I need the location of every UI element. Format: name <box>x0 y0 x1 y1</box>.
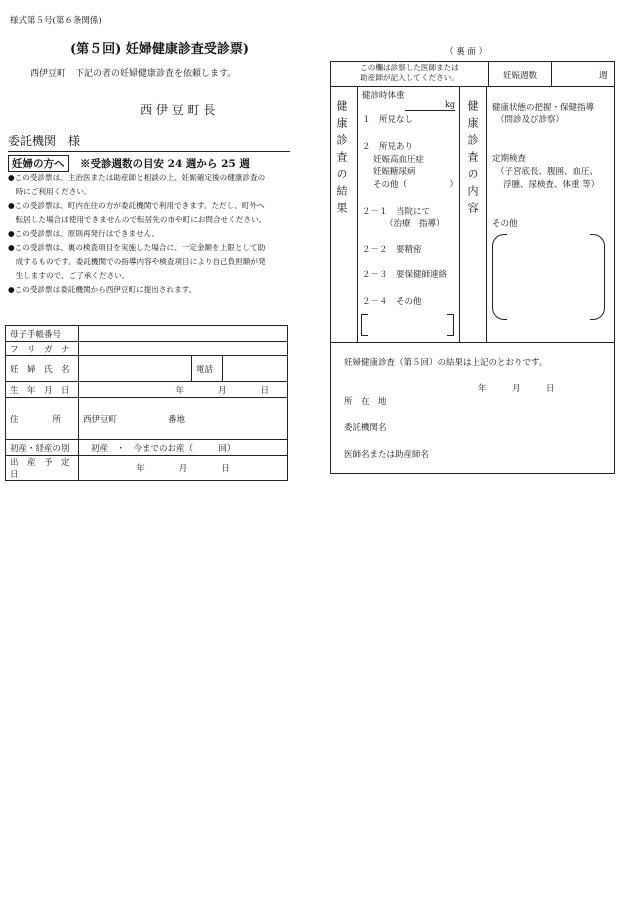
tel-label: 電話 <box>192 356 223 382</box>
result-other-field[interactable] <box>370 314 445 334</box>
note-line: ●この受診票は委託機関から西伊豆町に提出されます。 <box>8 285 197 294</box>
head-note <box>332 63 487 83</box>
content-bracket-right <box>590 234 605 320</box>
doctor-label: 医師名または助産師名 <box>344 450 430 460</box>
result-2-1b: （治療 指導） <box>385 219 445 229</box>
result-statement: 妊婦健康診査（第５回）の結果は上記のとおりです。 <box>344 358 548 368</box>
note-line: ●この受診票は、原則再発行はできません。 <box>8 229 160 238</box>
boshi-field[interactable] <box>79 326 288 342</box>
back-label: （ 裏 面 ） <box>445 47 488 57</box>
content-other-field[interactable] <box>508 236 588 316</box>
request-line: 西伊豆町 下記の者の妊婦健康診査を依頼します。 <box>30 69 237 79</box>
dob-field[interactable]: 年 月 日 <box>79 382 288 398</box>
patient-info-table <box>5 325 288 481</box>
notice-to: 妊婦の方へ <box>8 155 69 172</box>
content-1: 健康状態の把握・保健指導 <box>492 103 595 113</box>
location-label: 所 在 地 <box>344 397 387 407</box>
parity-field[interactable]: 初産 ・ 今までのお産（ 回） <box>79 440 288 456</box>
result-2a[interactable]: 妊娠高血圧症 <box>373 155 425 165</box>
content-2c: 浮腫、尿検査、体重 等） <box>503 180 600 190</box>
result-2b[interactable]: 妊娠糖尿病 <box>373 167 416 177</box>
boshi-label: 母子手帳番号 <box>6 326 79 342</box>
note-line: 転居した場合は使用できませんので転居先の市や町にお問合せください。 <box>8 215 267 224</box>
name-label: 妊 婦 氏 名 <box>6 356 79 382</box>
weight-field[interactable] <box>405 110 455 111</box>
address-label: 住 所 <box>6 398 79 440</box>
due-label: 出 産 予 定 日 <box>6 456 79 481</box>
notes-list <box>8 171 293 297</box>
furigana-label: フ リ ガ ナ <box>6 342 79 356</box>
result-1[interactable]: １ 所見なし <box>362 115 414 125</box>
week-guide: ※受診週数の目安 24 週から 25 週 <box>80 158 250 170</box>
result-2-4[interactable]: ２－４ その他 <box>362 297 422 307</box>
result-bracket-left <box>361 314 368 336</box>
date-field[interactable]: 年 月 日 <box>478 384 555 394</box>
form-title: (第５回) 妊婦健康診査受診票) <box>70 42 249 57</box>
content-2b: （子宮底長、腹囲、血圧、 <box>496 167 599 177</box>
head-note-1: この欄は診察した医師または <box>360 63 459 72</box>
note-line: ●この受診票は、町内在住の方が委託機関で利用できます。ただし、町外へ <box>8 201 265 210</box>
form-number: 様式第５号(第６条関係) <box>10 16 102 26</box>
dob-label: 生 年 月 日 <box>6 382 79 398</box>
result-2[interactable]: ２ 所見あり <box>362 142 414 152</box>
content-1b: （問診及び診察） <box>496 115 565 125</box>
due-field[interactable]: 年 月 日 <box>79 456 288 481</box>
note-line: ●この受診票は、裏の検査項目を実施した場合に、一定金額を上限として助 <box>8 243 266 252</box>
name-field[interactable] <box>79 356 192 382</box>
result-vertical-label: 健康診査の結果 <box>335 100 348 219</box>
weeks-unit: 週 <box>599 71 608 81</box>
result-2-3[interactable]: ２－３ 要保健師連絡 <box>362 270 448 280</box>
content-bracket-left <box>492 234 507 320</box>
recipient: 委託機関 様 <box>8 132 290 152</box>
note-line: ●この受診票は、主治医または助産師と相談の上、妊娠確定後の健康診査の <box>8 173 266 182</box>
result-2-2[interactable]: ２－２ 要精密 <box>362 245 422 255</box>
note-line: 成するものです。委託機関での指導内容や検査項目により自己負担額が発 <box>8 257 266 266</box>
furigana-field[interactable] <box>79 342 288 356</box>
town-head: 西 伊 豆 町 長 <box>140 103 216 117</box>
weight-label: 健診時体重 <box>362 91 405 101</box>
result-2c[interactable]: その他（ ） <box>373 180 459 190</box>
address-field[interactable]: 西伊豆町 番地 <box>79 398 288 440</box>
head-note-2: 助産師が記入してください。 <box>360 73 459 82</box>
weeks-label: 妊娠週数 <box>503 71 538 81</box>
note-line: 生しますので、ご了承ください。 <box>8 271 130 280</box>
content-vertical-label: 健康診査の内容 <box>466 100 479 219</box>
agency-label: 委託機関名 <box>344 423 387 433</box>
parity-label: 初産・経産の別 <box>6 440 79 456</box>
result-bracket-right <box>447 314 454 336</box>
content-3: その他 <box>492 219 518 229</box>
result-2-1[interactable]: ２－１ 当院にて <box>362 207 431 217</box>
kg-unit: kg <box>445 100 455 109</box>
content-2: 定期検査 <box>492 154 527 164</box>
note-line: 時にご利用ください。 <box>8 187 92 196</box>
tel-field[interactable] <box>223 356 288 382</box>
